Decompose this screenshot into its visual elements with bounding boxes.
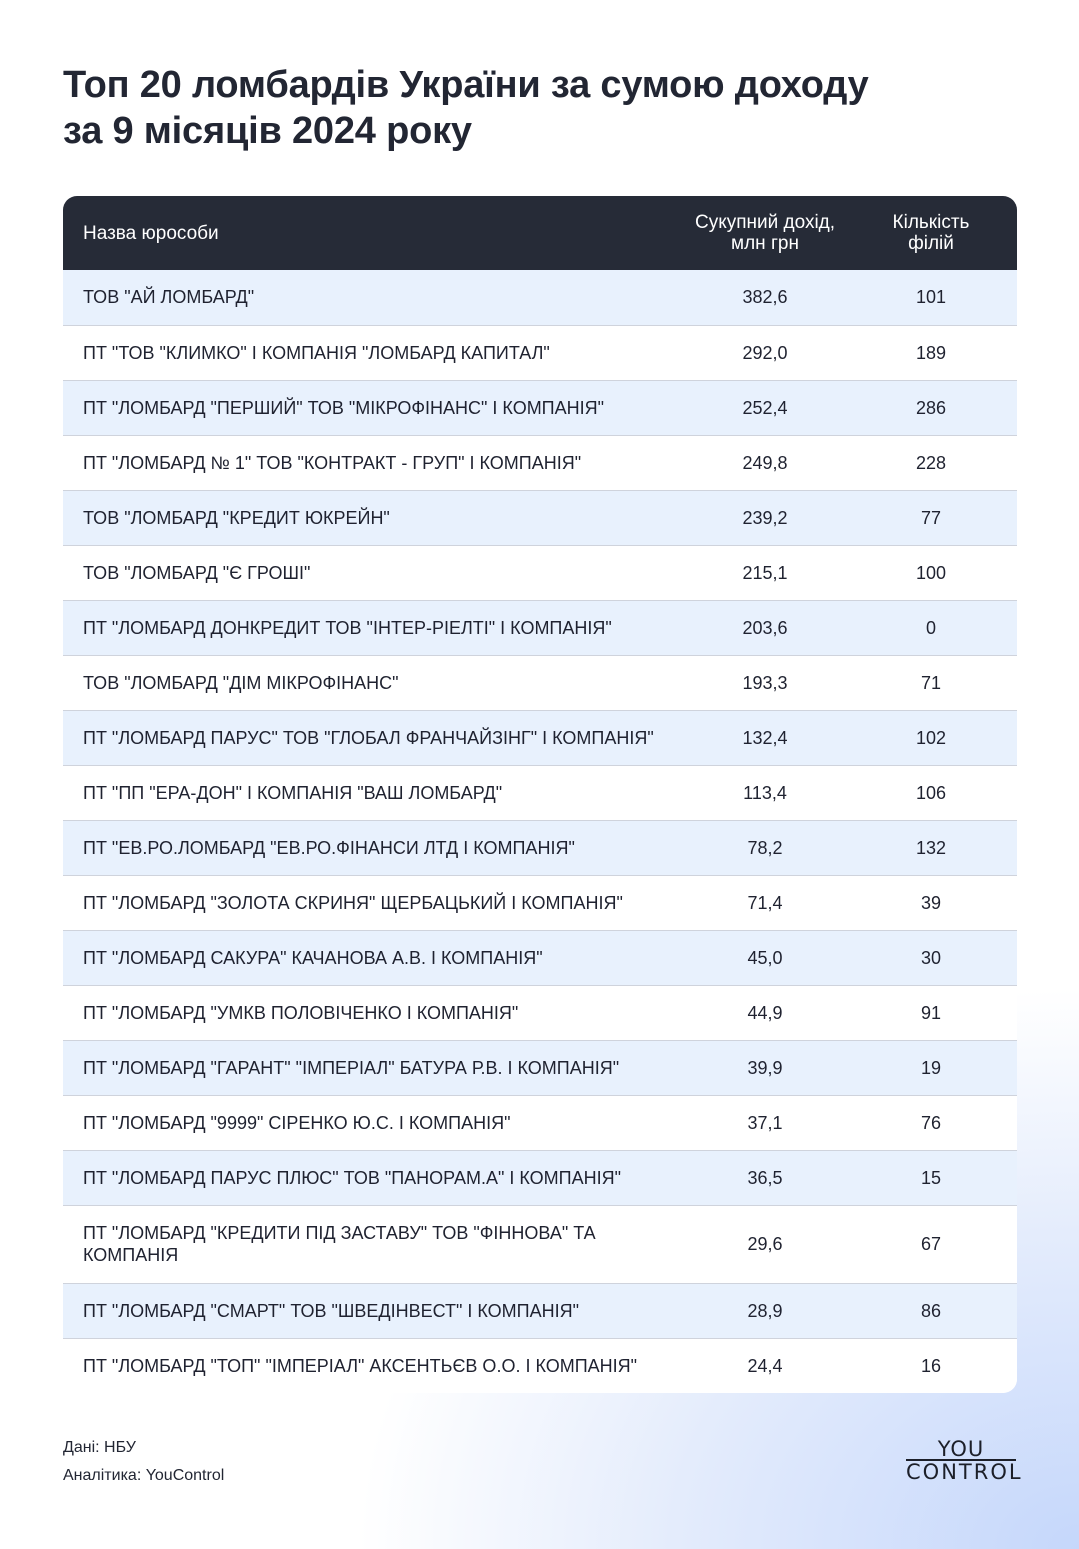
cell-company-name: ПТ "ЕВ.РО.ЛОМБАРД "ЕВ.РО.ФІНАНСИ ЛТД І КОМПАНІЯ": [63, 820, 685, 875]
cell-branches: 86: [845, 1283, 1017, 1338]
page-title-line1: Топ 20 ломбардів України за сумою доходу: [63, 64, 869, 106]
cell-income: 249,8: [685, 435, 845, 490]
table-row: [63, 765, 1017, 820]
table-row: [63, 1205, 1017, 1283]
cell-branches: 101: [845, 270, 1017, 325]
column-header-branches-line1: Кількість: [892, 212, 970, 233]
cell-company-name: ПТ "ЛОМБАРД "ГАРАНТ" "ІМПЕРІАЛ" БАТУРА Р.В. І КОМПАНІЯ": [63, 1040, 685, 1095]
table-row: [63, 270, 1017, 325]
cell-branches: 71: [845, 655, 1017, 710]
table-row: [63, 985, 1017, 1040]
cell-company-name: ПТ "ЛОМБАРД "9999" СІРЕНКО Ю.С. І КОМПАНІЯ": [63, 1095, 685, 1150]
cell-company-name: ПТ "ПП "ЕРА-ДОН" І КОМПАНІЯ "ВАШ ЛОМБАРД": [63, 765, 685, 820]
cell-branches: 30: [845, 930, 1017, 985]
cell-company-name: ПТ "ЛОМБАРД ДОНКРЕДИТ ТОВ "ІНТЕР-РІЕЛТІ" І КОМПАНІЯ": [63, 600, 685, 655]
cell-branches: 132: [845, 820, 1017, 875]
cell-company-name: ТОВ "ЛОМБАРД "Є ГРОШІ": [63, 545, 685, 600]
table-row: [63, 1040, 1017, 1095]
table-row: [63, 820, 1017, 875]
cell-company-name: ПТ "ЛОМБАРД "ЗОЛОТА СКРИНЯ" ЩЕРБАЦЬКИЙ І КОМПАНІЯ": [63, 875, 685, 930]
cell-branches: 16: [845, 1338, 1017, 1393]
cell-income: 239,2: [685, 490, 845, 545]
table-row: [63, 380, 1017, 435]
cell-income: 36,5: [685, 1150, 845, 1205]
cell-branches: 106: [845, 765, 1017, 820]
cell-income: 71,4: [685, 875, 845, 930]
cell-income: 29,6: [685, 1205, 845, 1283]
cell-income: 292,0: [685, 325, 845, 380]
cell-branches: 100: [845, 545, 1017, 600]
cell-branches: 77: [845, 490, 1017, 545]
table-row: [63, 655, 1017, 710]
cell-company-name: ТОВ "ЛОМБАРД "ДІМ МІКРОФІНАНС": [63, 655, 685, 710]
column-header-branches: [845, 196, 1017, 270]
cell-income: 382,6: [685, 270, 845, 325]
cell-income: 37,1: [685, 1095, 845, 1150]
cell-company-name: ТОВ "АЙ ЛОМБАРД": [63, 270, 685, 325]
cell-branches: 76: [845, 1095, 1017, 1150]
table-row: [63, 1150, 1017, 1205]
source-notes: [63, 1438, 224, 1494]
cell-company-name: ПТ "ЛОМБАРД "УМКВ ПОЛОВІЧЕНКО І КОМПАНІЯ": [63, 985, 685, 1040]
youcontrol-logo: [904, 1437, 1023, 1484]
table-row: [63, 490, 1017, 545]
cell-company-name: ПТ "ТОВ "КЛИМКО" І КОМПАНІЯ "ЛОМБАРД КАПИТАЛ": [63, 325, 685, 380]
cell-company-name: ТОВ "ЛОМБАРД "КРЕДИТ ЮКРЕЙН": [63, 490, 685, 545]
cell-income: 132,4: [685, 710, 845, 765]
cell-branches: 15: [845, 1150, 1017, 1205]
cell-company-name: ПТ "ЛОМБАРД "ТОП" "ІМПЕРІАЛ" АКСЕНТЬЄВ О.О. І КОМПАНІЯ": [63, 1338, 685, 1393]
cell-company-name: ПТ "ЛОМБАРД ПАРУС" ТОВ "ГЛОБАЛ ФРАНЧАЙЗІНГ" І КОМПАНІЯ": [63, 710, 685, 765]
cell-company-name: ПТ "ЛОМБАРД "КРЕДИТИ ПІД ЗАСТАВУ" ТОВ "ФІННОВА" ТА КОМПАНІЯ: [63, 1205, 685, 1283]
table-row: [63, 1283, 1017, 1338]
table-row: [63, 325, 1017, 380]
cell-income: 203,6: [685, 600, 845, 655]
cell-branches: 67: [845, 1205, 1017, 1283]
cell-company-name: ПТ "ЛОМБАРД № 1" ТОВ "КОНТРАКТ - ГРУП" І КОМПАНІЯ": [63, 435, 685, 490]
table-row: [63, 930, 1017, 985]
cell-income: 39,9: [685, 1040, 845, 1095]
cell-company-name: ПТ "ЛОМБАРД "ПЕРШИЙ" ТОВ "МІКРОФІНАНС" І КОМПАНІЯ": [63, 380, 685, 435]
cell-income: 113,4: [685, 765, 845, 820]
table-body: [63, 270, 1017, 1393]
column-header-income-line2: млн грн: [731, 233, 799, 254]
cell-company-name: ПТ "ЛОМБАРД САКУРА" КАЧАНОВА А.В. І КОМПАНІЯ": [63, 930, 685, 985]
data-source-text: Дані: НБУ: [63, 1439, 136, 1456]
table-row: [63, 1338, 1017, 1393]
cell-branches: 228: [845, 435, 1017, 490]
cell-branches: 286: [845, 380, 1017, 435]
table-row: [63, 435, 1017, 490]
table-row: [63, 710, 1017, 765]
table-row: [63, 1095, 1017, 1150]
table-row: [63, 600, 1017, 655]
column-header-name: Назва юрособи: [63, 196, 685, 270]
cell-income: 252,4: [685, 380, 845, 435]
cell-income: 45,0: [685, 930, 845, 985]
table-row: [63, 875, 1017, 930]
cell-company-name: ПТ "ЛОМБАРД "СМАРТ" ТОВ "ШВЕДІНВЕСТ" І КОМПАНІЯ": [63, 1283, 685, 1338]
page-title: [63, 62, 1003, 154]
cell-income: 28,9: [685, 1283, 845, 1338]
cell-income: 215,1: [685, 545, 845, 600]
cell-income: 44,9: [685, 985, 845, 1040]
cell-income: 193,3: [685, 655, 845, 710]
column-header-branches-line2: філій: [908, 233, 954, 254]
page-title-line2: за 9 місяців 2024 року: [63, 110, 472, 152]
cell-branches: 189: [845, 325, 1017, 380]
ranking-table: [63, 196, 1017, 1393]
ranking-table-container: [63, 196, 1017, 1393]
logo-line2: CONTROL: [906, 1460, 1023, 1484]
cell-branches: 102: [845, 710, 1017, 765]
logo-line1: YOU: [937, 1437, 985, 1461]
cell-branches: 19: [845, 1040, 1017, 1095]
analytics-credit-text: Аналітика: YouControl: [63, 1467, 225, 1484]
table-row: [63, 545, 1017, 600]
cell-income: 24,4: [685, 1338, 845, 1393]
cell-branches: 39: [845, 875, 1017, 930]
column-header-income-line1: Сукупний дохід,: [694, 212, 836, 233]
cell-company-name: ПТ "ЛОМБАРД ПАРУС ПЛЮС" ТОВ "ПАНОРАМ.А" І КОМПАНІЯ": [63, 1150, 685, 1205]
column-header-income: [685, 196, 845, 270]
table-header: [63, 196, 1017, 270]
cell-branches: 0: [845, 600, 1017, 655]
cell-branches: 91: [845, 985, 1017, 1040]
cell-income: 78,2: [685, 820, 845, 875]
